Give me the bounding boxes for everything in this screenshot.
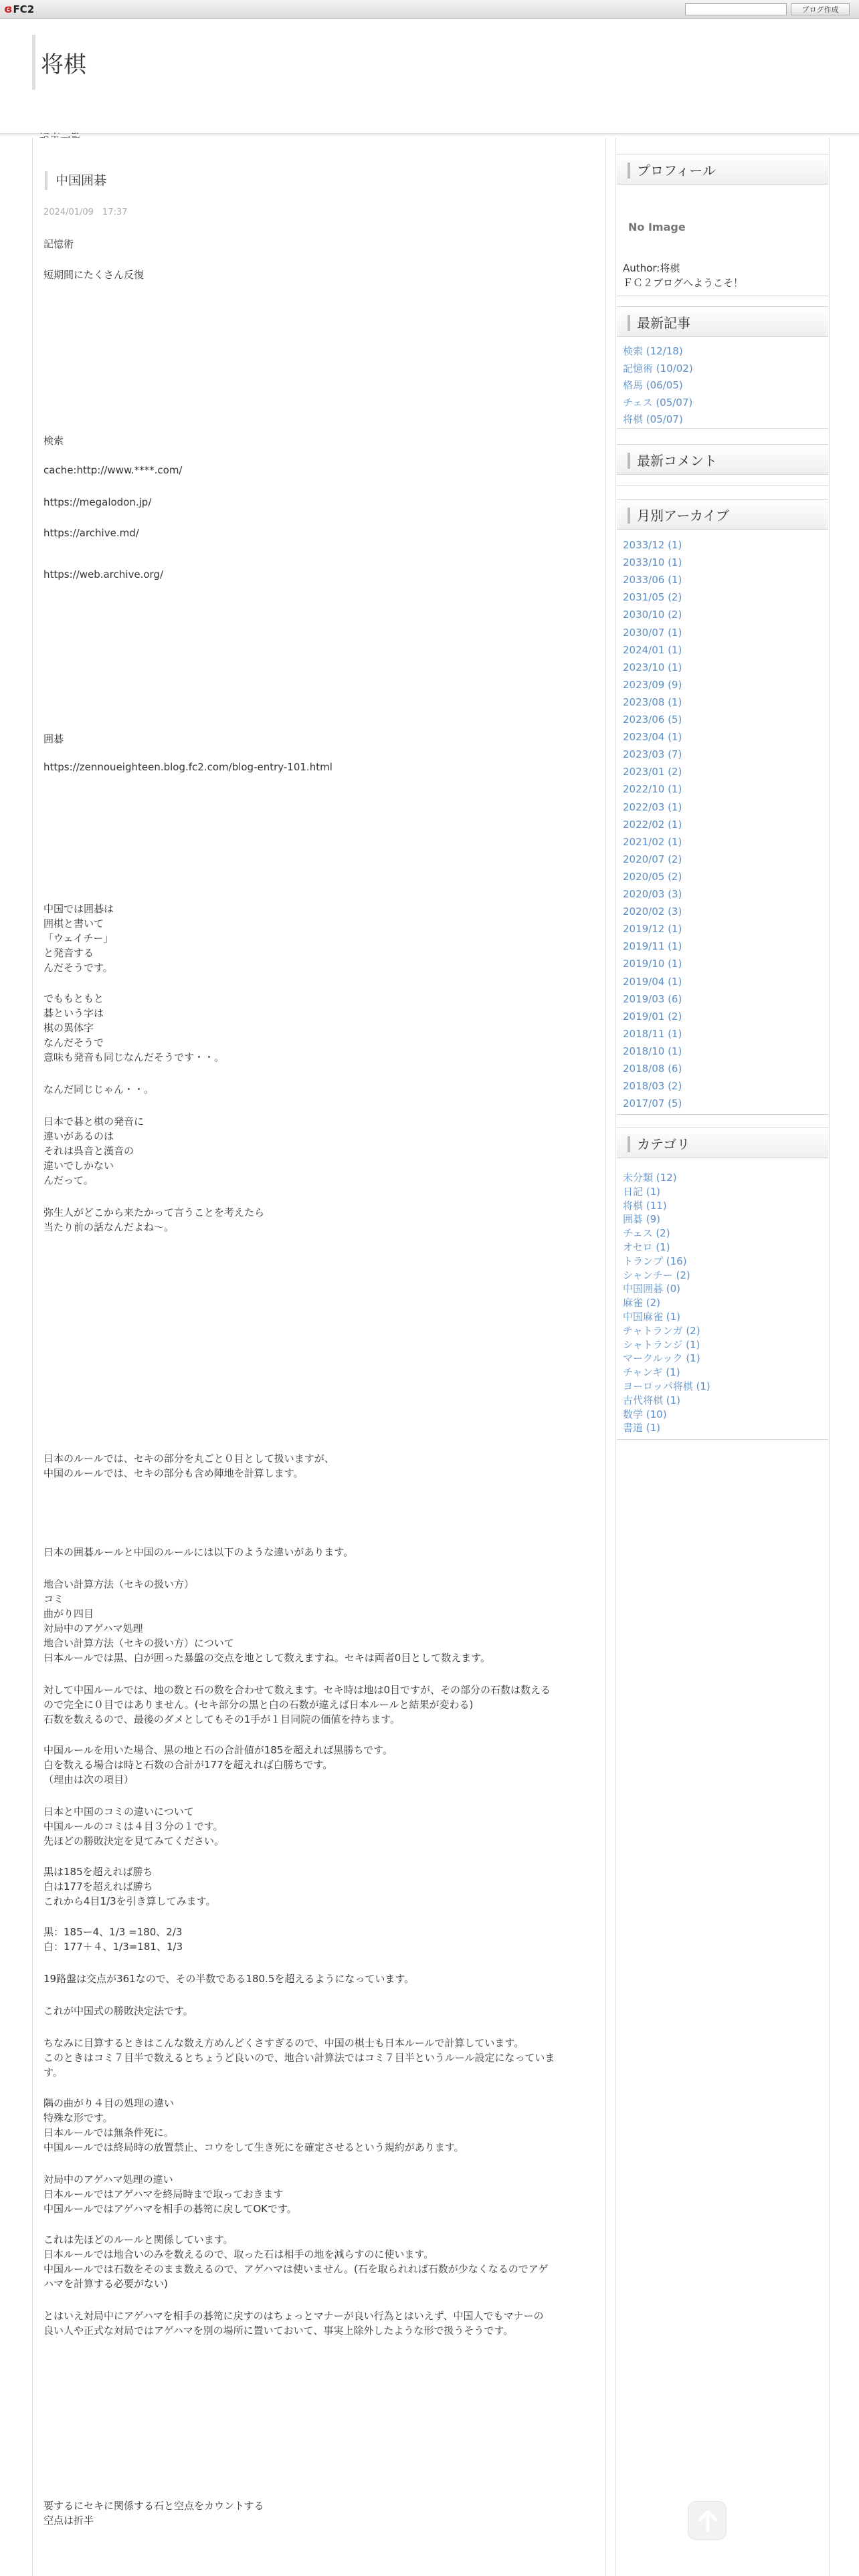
header-divider	[0, 134, 859, 136]
archive-month-link[interactable]: 2022/02 (1)	[623, 818, 682, 831]
recent-entry-link[interactable]: 検索 (12/18)	[623, 345, 683, 357]
section-divider	[617, 428, 828, 429]
archive-month-link[interactable]: 2019/01 (2)	[623, 1010, 682, 1023]
entry-line: 空点は折半	[43, 2514, 94, 2527]
entry-line: 当たり前の話なんだよね〜。	[43, 1221, 175, 1233]
entry-line: コミ	[43, 1593, 64, 1605]
entry-line: 対して中国ルールでは、地の数と石の数を合わせて数えます。セキ時は地は0目ですが、その部分の石数は数える	[43, 1684, 551, 1696]
category-link[interactable]: チャンギ (1)	[623, 1366, 680, 1379]
category-link[interactable]: 未分類 (12)	[623, 1172, 677, 1184]
recent-comments-heading: 最新コメント	[617, 444, 828, 475]
entry-line: 要するにセキに関係する石と空点をカウントする	[43, 2500, 264, 2512]
archive-month-link[interactable]: 2018/10 (1)	[623, 1045, 682, 1057]
entry-line: 中国ルールでは石数をそのまま数えるので、アゲハマは使いません。(石を取られれば石数が少なくなるのでアゲ	[43, 2263, 549, 2275]
entry-line: 石数を数えるので、最後のダメとしてもその1手が１目同院の価値を持ちます。	[43, 1713, 401, 1725]
entry-line: 意味も発音も同じなんだそうです・・。	[43, 1051, 225, 1063]
archive-month-link[interactable]: 2033/12 (1)	[623, 539, 682, 551]
archive-month-link[interactable]: 2020/03 (3)	[623, 888, 682, 900]
archive-month-link[interactable]: 2018/08 (6)	[623, 1063, 682, 1075]
archive-month-link[interactable]: 2024/01 (1)	[623, 643, 682, 656]
archive-month-link[interactable]: 2020/05 (2)	[623, 870, 682, 883]
main-content	[32, 138, 606, 2576]
archive-heading: 月別アーカイブ	[617, 499, 828, 530]
entry-line: なんだそうで	[43, 1037, 104, 1049]
entry-line: 中国ルールでは終局時の放置禁止、コウをして生き死にを確定させるという規約があります。	[43, 2141, 464, 2153]
category-link[interactable]: 中国麻雀 (1)	[623, 1311, 681, 1323]
entry-line: 白を数える場合は時と石数の合計が177を超えれば白勝ちです。	[43, 1759, 333, 1771]
fc2-toolbar	[0, 0, 859, 19]
entry-line: 囲碁	[43, 733, 64, 745]
entry-title[interactable]: 中国囲碁	[45, 171, 106, 190]
archive-month-link[interactable]: 2023/04 (1)	[623, 731, 682, 744]
category-link[interactable]: 中国囲碁 (0)	[623, 1283, 681, 1295]
entry-line: 中国ルールではアゲハマを相手の碁笥に戻してOKです。	[43, 2203, 297, 2215]
entry-line: んだそうです。	[43, 962, 113, 974]
entry-line: と発音する	[43, 947, 94, 959]
archive-month-link[interactable]: 2020/07 (2)	[623, 853, 682, 865]
entry-line: 記憶術	[43, 238, 74, 250]
back-to-top-button[interactable]	[688, 2501, 727, 2540]
entry-line: 違いでしかない	[43, 1160, 114, 1172]
entry-line: 黒：185ー4、1/3 =180、2/3	[43, 1926, 183, 1938]
entry-line: 白は177を超えれば勝ち	[43, 1881, 153, 1893]
entry-line: 白：177＋４、1/3=181、1/3	[43, 1941, 183, 1953]
entry-line: 対局中のアゲハマ処理の違い	[43, 2173, 173, 2185]
site-header	[0, 19, 859, 134]
entry-line[interactable]: https://web.archive.org/	[43, 568, 164, 580]
entry-line: 違いがあるのは	[43, 1130, 114, 1142]
entry-line: 碁という字は	[43, 1007, 104, 1019]
entry-line: 良い人や正式な対局ではアゲハマを別の場所に置いておいて、事実上除外したような形で扱うそうです。	[43, 2325, 514, 2337]
entry-line[interactable]: https://archive.md/	[43, 527, 139, 539]
archive-month-link[interactable]: 2019/03 (6)	[623, 992, 682, 1005]
entry-line: ちなみに目算するときはこんな数え方めんどくさすぎるので、中国の棋士も日本ルールで計算しています。	[43, 2037, 524, 2049]
entry-line: でももともと	[43, 992, 104, 1004]
category-link[interactable]: 書道 (1)	[623, 1422, 661, 1434]
archive-month-link[interactable]: 2019/10 (1)	[623, 958, 682, 970]
entry-line: これから4目1/3を引き算してみます。	[43, 1895, 216, 1907]
entry-line: 日本と中国のコミの違いについて	[43, 1806, 194, 1818]
category-link[interactable]: ヨーロッパ将棋 (1)	[623, 1380, 710, 1392]
entry-line: 棋の異体字	[43, 1022, 94, 1034]
profile-message: ＦＣ２ブログへようこそ！	[623, 277, 744, 289]
entry-line: 日本ルールでは地合いのみを数えるので、取った石は相手の地を減らすのに使います。	[43, 2248, 434, 2260]
entry-line: 日本ルールでは黒、白が囲った暴盤の交点を地として数えますね。セキは両者0目として数えます。	[43, 1652, 491, 1664]
fc2-logo[interactable]: ɞ FC2	[4, 3, 35, 16]
create-blog-button[interactable]: ブログ作成	[791, 3, 850, 15]
entry-line[interactable]: https://megalodon.jp/	[43, 496, 152, 508]
profile-no-image: No Image	[628, 221, 686, 233]
entry-line: なんだ同じじゃん・・。	[43, 1083, 155, 1095]
archive-month-link[interactable]: 2018/11 (1)	[623, 1027, 682, 1040]
entry-line: （理由は次の項目）	[43, 1774, 134, 1786]
fc2-logo-icon: ɞ	[4, 3, 13, 16]
recent-entry-link[interactable]: 格馬 (06/05)	[623, 379, 683, 391]
entry-line: 「ウェイチー」	[43, 932, 114, 944]
archive-month-link[interactable]: 2019/11 (1)	[623, 940, 682, 953]
archive-month-link[interactable]: 2033/06 (1)	[623, 574, 682, 586]
sidebar	[615, 138, 830, 2576]
archive-month-link[interactable]: 2018/03 (2)	[623, 1080, 682, 1093]
recent-entry-link[interactable]: チェス (05/07)	[623, 396, 693, 409]
entry-line: 隅の曲がり４目の処理の違い	[43, 2097, 175, 2109]
category-link[interactable]: 日記 (1)	[623, 1185, 661, 1198]
entry-line: 中国では囲碁は	[43, 903, 114, 915]
archive-month-link[interactable]: 2019/12 (1)	[623, 923, 682, 936]
category-link[interactable]: 古代将棋 (1)	[623, 1394, 681, 1406]
archive-month-link[interactable]: 2019/04 (1)	[623, 975, 682, 988]
entry-line: 検索	[43, 435, 64, 447]
archive-month-link[interactable]: 2030/10 (2)	[623, 609, 682, 621]
entry-line: 日本の囲碁ルールと中国のルールには以下のような違いがあります。	[43, 1546, 354, 1558]
toolbar-search-input[interactable]	[685, 3, 787, 15]
entry-line: 日本で碁と棋の発音に	[43, 1115, 145, 1128]
entry-line: 先ほどの勝敗決定を見てみてください。	[43, 1835, 225, 1847]
archive-month-link[interactable]: 2023/01 (2)	[623, 766, 682, 778]
category-link[interactable]: 麻雀 (2)	[623, 1297, 661, 1309]
category-link[interactable]: オセロ (1)	[623, 1241, 670, 1253]
category-link[interactable]: シャンチー (2)	[623, 1269, 690, 1281]
category-link[interactable]: チャトランガ (2)	[623, 1324, 700, 1337]
entry-line: 中国のルールでは、セキの部分も含め陣地を計算します。	[43, 1467, 304, 1479]
entry-line: ハマを計算する必要がない)	[43, 2278, 168, 2290]
recent-entry-link[interactable]: 将棋 (05/07)	[623, 413, 683, 425]
entry-line: 19路盤は交点が361なので、その半数である180.5を超えるようになっています。	[43, 1973, 415, 1985]
entry-line[interactable]: https://zennoueighteen.blog.fc2.com/blog-entry-101.html	[43, 761, 332, 773]
category-link[interactable]: トランプ (16)	[623, 1255, 687, 1267]
category-link[interactable]: 数学 (10)	[623, 1408, 667, 1420]
section-divider	[617, 1439, 828, 1440]
profile-heading: プロフィール	[617, 154, 828, 185]
entry-line[interactable]: cache:http://www.****.com/	[43, 464, 183, 476]
profile-author: Author:将棋	[623, 262, 680, 274]
category-link[interactable]: マークルック (1)	[623, 1352, 700, 1365]
entry-line: このときはコミ７目半で数えるとちょうど良いので、地合い計算法ではコミ７目半というルール設定になっていま	[43, 2052, 555, 2064]
section-divider	[617, 1114, 828, 1115]
category-link[interactable]: 将棋 (11)	[623, 1199, 667, 1212]
entry-line: んだって。	[43, 1174, 94, 1186]
archive-month-link[interactable]: 2023/03 (7)	[623, 748, 682, 761]
entry-line: 中国ルールのコミは４目３分の１です。	[43, 1820, 223, 1832]
entry-line: これが中国式の勝敗決定法です。	[43, 2005, 193, 2017]
category-link[interactable]: 囲碁 (9)	[623, 1213, 661, 1226]
entry-line: 日本のルールでは、セキの部分を丸ごと０目として扱いますが、	[43, 1453, 335, 1465]
category-link[interactable]: チェス (2)	[623, 1227, 670, 1240]
recent-entry-link[interactable]: 記憶術 (10/02)	[623, 362, 693, 374]
entry-date: 2024/01/09 17:37	[43, 207, 128, 217]
archive-month-link[interactable]: 2030/07 (1)	[623, 626, 682, 639]
category-link[interactable]: シャトランジ (1)	[623, 1338, 700, 1351]
entry-line: これは先ほどのルールと関係しています。	[43, 2234, 233, 2246]
archive-month-link[interactable]: 2017/07 (5)	[623, 1097, 682, 1110]
entry-line: 弥生人がどこから来たかって言うことを考えたら	[43, 1206, 265, 1218]
entry-line: 黒は185を超えれば勝ち	[43, 1866, 153, 1878]
archive-month-link[interactable]: 2023/06 (5)	[623, 714, 682, 726]
entry-line: 日本ルールではアゲハマを終局時まで取っておきます	[43, 2188, 284, 2200]
entry-line: とはいえ対局中にアゲハマを相手の碁笥に戻すのはちょっとマナーが良い行為とはいえず、中国人でもマナーの	[43, 2310, 544, 2322]
archive-month-link[interactable]: 2023/09 (9)	[623, 678, 682, 691]
entry-line: 地合い計算方法（セキの扱い方）について	[43, 1637, 234, 1649]
entry-line: す。	[43, 2066, 63, 2078]
archive-month-link[interactable]: 2031/05 (2)	[623, 591, 682, 604]
entry-line: 日本ルールでは無条件死に。	[43, 2127, 174, 2139]
recent-entries-heading: 最新記事	[617, 306, 828, 337]
archive-month-link[interactable]: 2022/10 (1)	[623, 783, 682, 796]
entry-line: 曲がり四目	[43, 1608, 94, 1620]
entry-line: 短期間にたくさん反復	[43, 269, 145, 281]
archive-month-link[interactable]: 2021/02 (1)	[623, 835, 682, 848]
archive-month-link[interactable]: 2023/10 (1)	[623, 661, 682, 673]
entry-line: 特殊な形です。	[43, 2112, 113, 2124]
archive-month-link[interactable]: 2022/03 (1)	[623, 800, 682, 813]
archive-month-link[interactable]: 2033/10 (1)	[623, 556, 682, 569]
category-heading: カテゴリ	[617, 1128, 828, 1158]
archive-month-link[interactable]: 2023/08 (1)	[623, 695, 682, 708]
entry-line: 地合い計算方法（セキの扱い方）	[43, 1578, 195, 1590]
arrow-up-icon	[694, 2508, 721, 2535]
entry-line: 中国ルールを用いた場合、黒の地と石の合計値が185を超えれば黒勝ちです。	[43, 1744, 393, 1756]
entry-line: 囲棋と書いて	[43, 918, 104, 930]
entry-line: ので完全に０目ではありません。(セキ部分の黒と白の石数が違えば日本ルールと結果が変わる)	[43, 1699, 474, 1711]
site-title[interactable]: 将棋	[32, 35, 86, 90]
archive-month-link[interactable]: 2020/02 (3)	[623, 905, 682, 918]
entry-line: それは呉音と漢音の	[43, 1145, 134, 1157]
entry-line: 対局中のアゲハマ処理	[43, 1622, 143, 1634]
